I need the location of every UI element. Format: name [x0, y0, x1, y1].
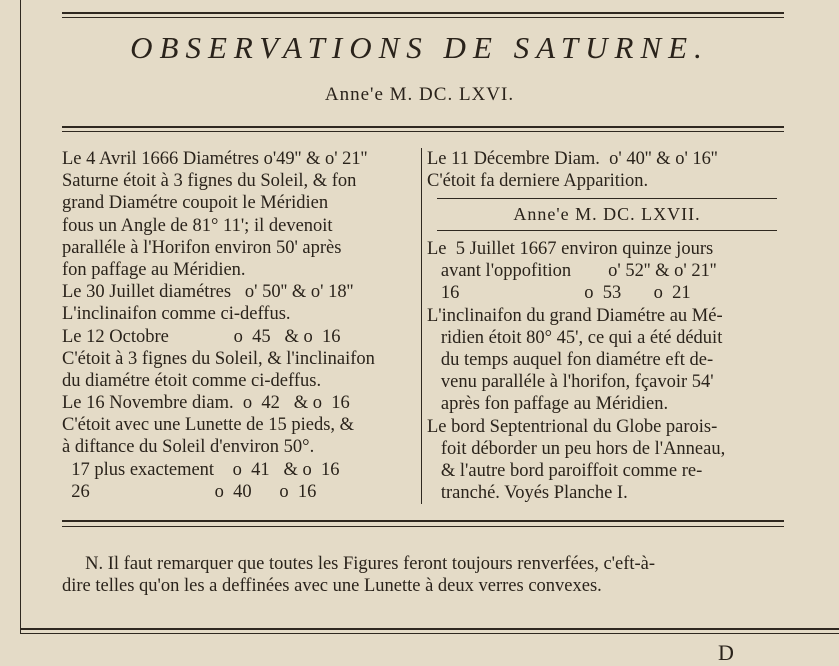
right-line: avant l'oppofition o' 52'' & o' 21'': [427, 261, 717, 282]
left-line: à diftance du Soleil d'environ 50°.: [62, 437, 315, 458]
left-line: Le 16 Novembre diam. o 42 & o 16: [62, 393, 350, 414]
right-line: venu paralléle à l'horifon, fçavoir 54': [427, 372, 714, 393]
left-line: fous un Angle de 81° 11'; il devenoit: [62, 215, 333, 236]
left-line: grand Diamétre coupoit le Méridien: [62, 193, 329, 214]
left-line: du diamétre étoit comme ci-deffus.: [62, 370, 322, 391]
left-line: 17 plus exactement o 41 & o 16: [62, 459, 340, 480]
right-line: Le 5 Juillet 1667 environ quinze jours: [427, 239, 714, 259]
footnote-line: dire telles qu'on les a deffinées avec une Lunette à deux verres convexes.: [62, 576, 602, 597]
left-line: L'inclinaifon comme ci-deffus.: [62, 304, 291, 325]
right-line: & l'autre bord paroiffoit comme re-: [427, 460, 703, 481]
right-line: du temps auquel fon diamétre eft de-: [427, 349, 714, 370]
top-rule: [62, 12, 784, 14]
right-line: C'étoit fa derniere Apparition.: [427, 171, 649, 192]
section-rule: [62, 126, 784, 128]
left-line: Le 30 Juillet diamétres o' 50'' & o' 18'': [62, 282, 354, 303]
right-line: après fon paffage au Méridien.: [427, 394, 669, 415]
right-line: Le 11 Décembre Diam. o' 40'' & o' 16'': [427, 149, 718, 169]
right-line: L'inclinaifon du grand Diamétre au Mé-: [427, 305, 723, 326]
left-line: Le 4 Avril 1666 Diamétres o'49'' & o' 21'': [62, 149, 368, 169]
right-column-top: [427, 148, 787, 192]
left-frame: [20, 0, 21, 634]
right-line: ridien étoit 80° 45', ce qui a été déduit: [427, 327, 723, 348]
left-line: fon paffage au Méridien.: [62, 259, 246, 280]
right-line: Le bord Septentrional du Globe parois-: [427, 416, 718, 437]
left-line: C'étoit à 3 fignes du Soleil, & l'inclinaifon: [62, 348, 375, 369]
note-rule: [62, 520, 784, 522]
left-line: Le 12 Octobre o 45 & o 16: [62, 326, 341, 347]
left-line: 26 o 40 o 16: [62, 481, 317, 502]
right-year-rule-bottom: [437, 230, 777, 231]
right-year-rule: [437, 198, 777, 199]
left-line: Saturne étoit à 3 fignes du Soleil, & fon: [62, 171, 357, 192]
left-line: paralléle à l'Horifon environ 50' après: [62, 237, 342, 258]
column-divider: [421, 148, 422, 504]
right-column-bottom: [427, 238, 787, 504]
page-title: OBSERVATIONS DE SATURNE.: [130, 30, 709, 65]
footnote-line: N. Il faut remarquer que toutes les Figures feront toujours renverfées, c'eft-à-: [62, 554, 656, 574]
bottom-rule: [20, 628, 839, 630]
signature-mark: D: [718, 640, 734, 665]
note-rule-thin: [62, 526, 784, 527]
right-line: foit déborder un peu hors de l'Anneau,: [427, 438, 726, 459]
bottom-rule-thin: [20, 633, 839, 634]
footnote: [62, 551, 782, 595]
section-rule-thin: [62, 131, 784, 132]
right-line: 16 o 53 o 21: [427, 283, 691, 304]
year-heading: Anne'e M. DC. LXVI.: [324, 84, 515, 105]
top-rule-thin: [62, 17, 784, 18]
left-column: [62, 148, 418, 503]
right-year-heading: Anne'e M. DC. LXVII.: [513, 204, 701, 224]
left-line: C'étoit avec une Lunette de 15 pieds, &: [62, 415, 355, 436]
right-line: tranché. Voyés Planche I.: [427, 483, 628, 504]
